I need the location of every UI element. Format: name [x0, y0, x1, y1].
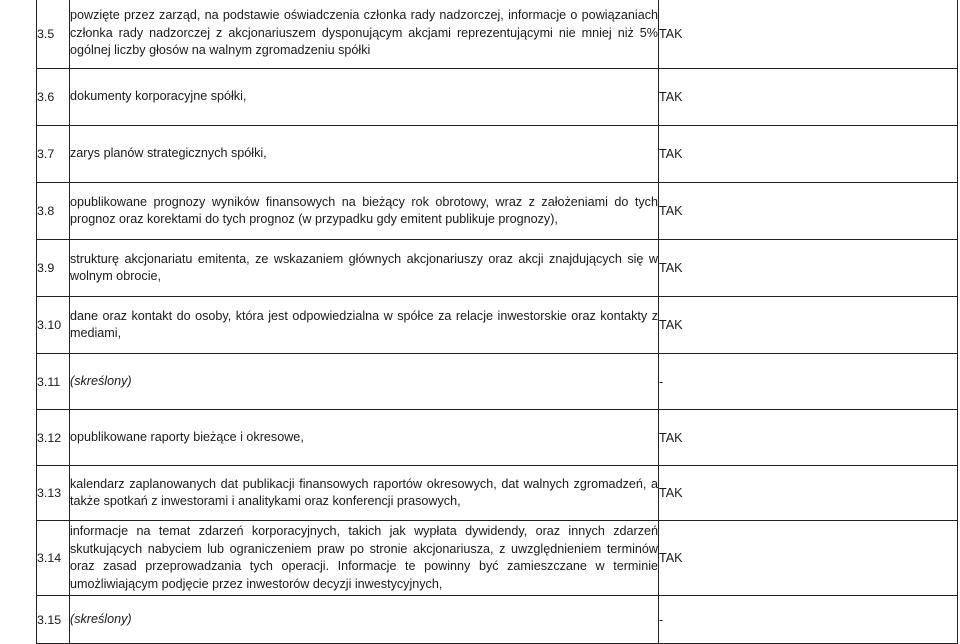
row-text: kalendarz zaplanowanych dat publikacji finansowych raportów okresowych, dat walnych zgromadzeń, a także spotkań z inwestorami i analitykami oraz konferencji prasowych, [70, 466, 659, 521]
row-status: - [659, 354, 958, 410]
table-row [37, 297, 958, 354]
row-status: TAK [659, 521, 958, 596]
row-text: strukturę akcjonariatu emitenta, ze wskazaniem głównych akcjonariuszy oraz akcji znajdujących się w wolnym obrocie, [70, 240, 659, 297]
table-row [37, 466, 958, 521]
row-status: TAK [659, 183, 958, 240]
row-status: TAK [659, 410, 958, 466]
row-number: 3.15 [37, 596, 70, 644]
corporate-disclosure-table [36, 0, 958, 644]
table-row [37, 0, 958, 69]
row-number: 3.5 [37, 0, 70, 69]
table-row [37, 126, 958, 183]
table-row [37, 69, 958, 126]
row-text: dane oraz kontakt do osoby, która jest odpowiedzialna w spółce za relacje inwestorskie oraz kontakty z mediami, [70, 297, 659, 354]
table-row [37, 521, 958, 596]
table-row [37, 354, 958, 410]
row-text: dokumenty korporacyjne spółki, [70, 69, 659, 126]
row-number: 3.12 [37, 410, 70, 466]
row-number: 3.11 [37, 354, 70, 410]
row-status: - [659, 596, 958, 644]
row-number: 3.6 [37, 69, 70, 126]
row-number: 3.9 [37, 240, 70, 297]
table-row [37, 240, 958, 297]
row-status: TAK [659, 297, 958, 354]
row-status: TAK [659, 69, 958, 126]
row-number: 3.14 [37, 521, 70, 596]
table-row [37, 596, 958, 644]
row-status: TAK [659, 240, 958, 297]
row-status: TAK [659, 466, 958, 521]
row-text: (skreślony) [70, 596, 659, 644]
row-status: TAK [659, 0, 958, 69]
row-number: 3.10 [37, 297, 70, 354]
row-text: (skreślony) [70, 354, 659, 410]
row-number: 3.8 [37, 183, 70, 240]
row-text: opublikowane prognozy wyników finansowych na bieżący rok obrotowy, wraz z założeniami do tych prognoz oraz korektami do tych prognoz (w przypadku gdy emitent publikuje prognozy), [70, 183, 659, 240]
row-text: opublikowane raporty bieżące i okresowe, [70, 410, 659, 466]
row-text: informacje na temat zdarzeń korporacyjnych, takich jak wypłata dywidendy, oraz innych zdarzeń skutkujących nabyciem lub ograniczeniem praw po stronie akcjonariusza, z uwzględnieniem terminów oraz zasad przeprowadzania tych operacji. Informacje te powinny być zamieszczane w terminie umożliwiającym podjęcie przez inwestorów decyzji inwestycyjnych, [70, 521, 659, 596]
table-row [37, 410, 958, 466]
row-number: 3.7 [37, 126, 70, 183]
row-number: 3.13 [37, 466, 70, 521]
row-text: zarys planów strategicznych spółki, [70, 126, 659, 183]
row-status: TAK [659, 126, 958, 183]
table-row [37, 183, 958, 240]
row-text: powzięte przez zarząd, na podstawie oświadczenia członka rady nadzorczej, informacje o powiązaniach członka rady nadzorczej z akcjonariuszem dysponującym akcjami reprezentującymi nie mniej niż 5% ogólnej liczby głosów na walnym zgromadzeniu spółki [70, 0, 659, 69]
